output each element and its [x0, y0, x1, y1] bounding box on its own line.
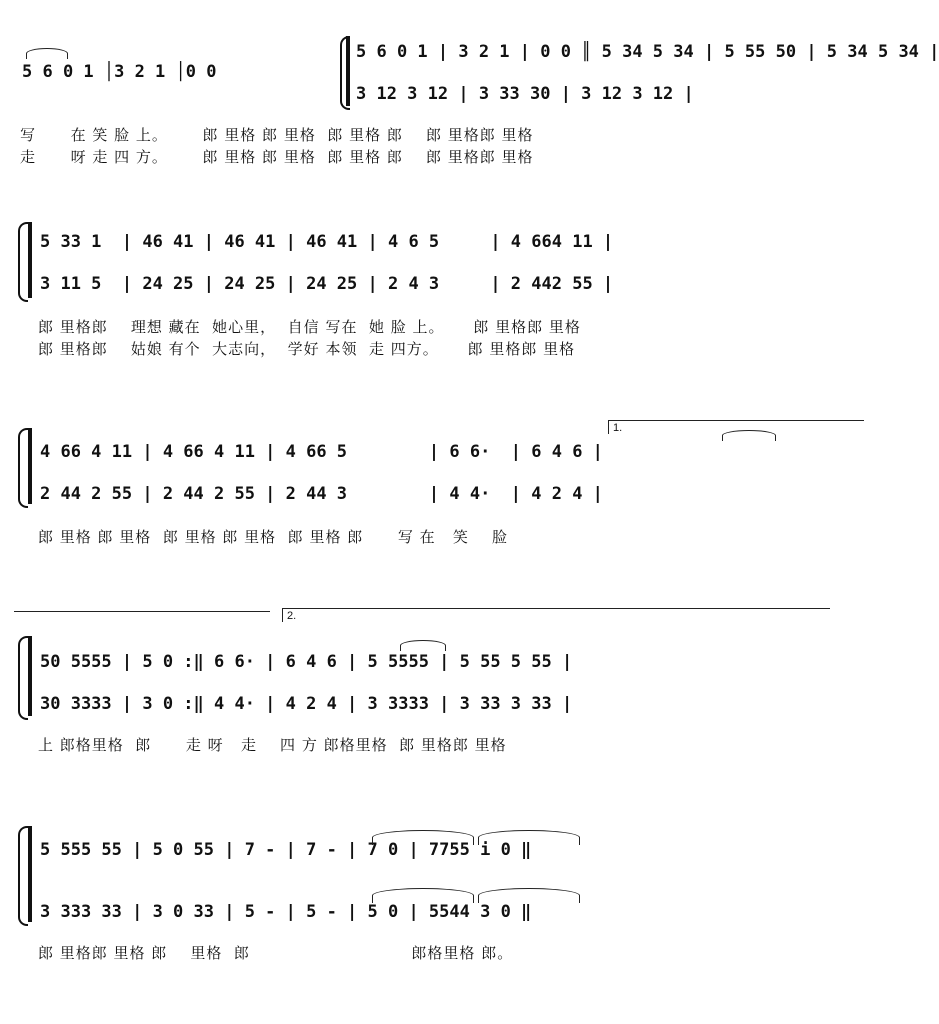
- lower-staff: 3 12 3 12 | 3 33 30 | 3 12 3 12 |: [356, 84, 694, 104]
- bracket: [18, 428, 28, 508]
- upper-staff: 5 6 0 1 | 3 2 1 | 0 0 ║ 5 34 5 34 | 5 55 50 | 5 34 5 34 |: [356, 42, 939, 62]
- bracket-bar: [28, 428, 32, 504]
- bracket-bar: [28, 826, 32, 922]
- lyrics-verse-1: 郎 里格郎 理想 藏在 她心里， 自信 写在 她 脸 上。 郎 里格郎 里格: [38, 318, 581, 336]
- lyrics-verse-2: 郎 里格郎 姑娘 有个 大志向， 学好 本领 走 四方。 郎 里格郎 里格: [38, 340, 576, 358]
- bracket-bar: [28, 222, 32, 298]
- lower-staff: 3 11 5 | 24 25 | 24 25 | 24 25 | 2 4 3 | 2 442 55 |: [40, 274, 614, 294]
- tie-arc: [26, 48, 68, 59]
- tie-arc: [372, 830, 474, 845]
- lower-staff: 30 3333 | 3 0 :‖ 4 4· | 4 2 4 | 3 3333 | 3 33 3 33 |: [40, 694, 573, 714]
- volta-1: [608, 420, 864, 434]
- upper-staff: 5 33 1 | 46 41 | 46 41 | 46 41 | 4 6 5 | 4 664 11 |: [40, 232, 614, 252]
- upper-staff: 4 66 4 11 | 4 66 4 11 | 4 66 5 | 6 6· | 6 4 6 |: [40, 442, 603, 462]
- volta-label: 1.: [613, 422, 623, 434]
- lyrics-verse-1: 郎 里格 郎 里格 郎 里格 郎 里格 郎 里格 郎 写 在 笑 脸: [38, 528, 508, 546]
- tie-arc: [478, 888, 580, 903]
- volta-2: [282, 608, 830, 622]
- bracket: [18, 636, 28, 720]
- upper-staff: 50 5555 | 5 0 :‖ 6 6· | 6 4 6 | 5 5555 | 5 55 5 55 |: [40, 652, 573, 672]
- lyrics-verse-1: 写 在 笑 脸 上。 郎 里格 郎 里格 郎 里格 郎 郎 里格郎 里格: [20, 126, 534, 144]
- tie-arc: [372, 888, 474, 903]
- bracket-bar: [346, 36, 350, 106]
- pickup-line: 5 6 0 1 │3 2 1 │0 0: [22, 62, 217, 82]
- bracket: [18, 826, 28, 926]
- tie-arc: [478, 830, 580, 845]
- lower-staff: 2 44 2 55 | 2 44 2 55 | 2 44 3 | 4 4· | 4 2 4 |: [40, 484, 603, 504]
- volta-label: 2.: [287, 610, 297, 622]
- upper-staff: 5 555 55 | 5 0 55 | 7 - | 7 - | 7 0 | 7755 i 0 ‖: [40, 840, 532, 860]
- lower-staff: 3 333 33 | 3 0 33 | 5 - | 5 - | 5 0 | 5544 3 0 ‖: [40, 902, 532, 922]
- volta-1-continuation: [14, 611, 270, 612]
- lyrics-verse-1: 上 郎格里格 郎 走 呀 走 四 方 郎格里格 郎 里格郎 里格: [38, 736, 507, 754]
- lyrics-verse-1: 郎 里格郎 里格 郎 里格 郎 郎格里格 郎。: [38, 944, 514, 962]
- lyrics-verse-2: 走 呀 走 四 方。 郎 里格 郎 里格 郎 里格 郎 郎 里格郎 里格: [20, 148, 534, 166]
- tie-arc: [722, 430, 776, 441]
- bracket-bar: [28, 636, 32, 716]
- bracket: [18, 222, 28, 302]
- tie-arc: [400, 640, 446, 651]
